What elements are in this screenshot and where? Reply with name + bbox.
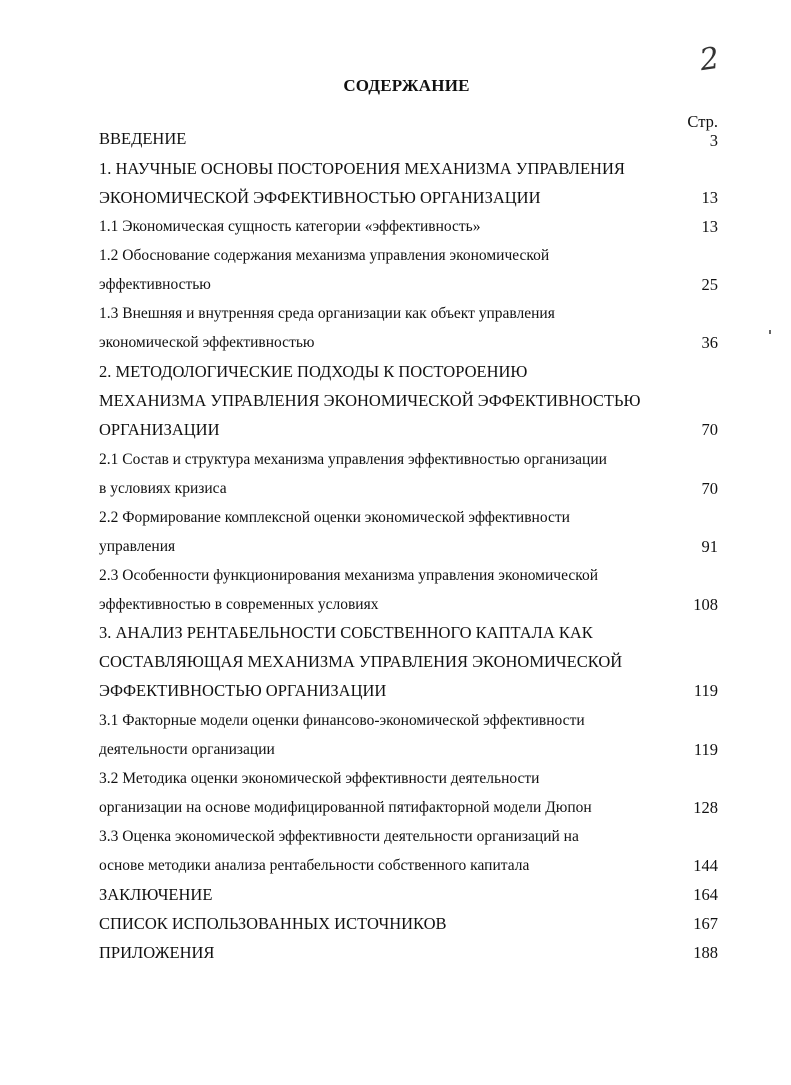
toc-entry-2-2-line2[interactable]: управления bbox=[99, 538, 176, 555]
toc-entry-appendices[interactable]: ПРИЛОЖЕНИЯ bbox=[99, 943, 215, 962]
toc-entry-1-1[interactable]: 1.1 Экономическая сущность категории «эффективность» bbox=[99, 218, 481, 235]
toc-entry-ch2-line2[interactable]: МЕХАНИЗМА УПРАВЛЕНИЯ ЭКОНОМИЧЕСКОЙ ЭФФЕКТИВНОСТЬЮ bbox=[99, 391, 641, 410]
toc-entry-ch1-line2[interactable]: ЭКОНОМИЧЕСКОЙ ЭФФЕКТИВНОСТЬЮ ОРГАНИЗАЦИИ bbox=[99, 188, 541, 207]
toc-entry-3-1-line2[interactable]: деятельности организации bbox=[99, 741, 275, 758]
toc-entry-1-2-line1[interactable]: 1.2 Обоснование содержания механизма управления экономической bbox=[99, 247, 550, 264]
scan-speck bbox=[769, 330, 771, 334]
toc-entry-ch2-line3[interactable]: ОРГАНИЗАЦИИ bbox=[99, 420, 220, 439]
toc-entry-3-1-line1[interactable]: 3.1 Факторные модели оценки финансово-экономической эффективности bbox=[99, 712, 585, 729]
page-column-header: Стр. bbox=[687, 112, 718, 131]
toc-entry-ch2-line1[interactable]: 2. МЕТОДОЛОГИЧЕСКИЕ ПОДХОДЫ К ПОСТОРОЕНИЮ bbox=[99, 362, 528, 381]
handwritten-page-number: 2 bbox=[697, 40, 722, 79]
toc-entry-2-1-line1[interactable]: 2.1 Состав и структура механизма управления эффективностью организации bbox=[99, 451, 607, 468]
toc-entry-conclusion[interactable]: ЗАКЛЮЧЕНИЕ bbox=[99, 885, 213, 904]
toc-page-3-3: 144 bbox=[693, 856, 718, 875]
toc-entry-3-3-line1[interactable]: 3.3 Оценка экономической эффективности деятельности организаций на bbox=[99, 828, 579, 845]
toc-page-1-1: 13 bbox=[701, 217, 718, 236]
toc-page-conclusion: 164 bbox=[693, 885, 718, 904]
toc-page-ch2: 70 bbox=[701, 420, 718, 439]
toc-page-1-3: 36 bbox=[701, 333, 718, 352]
toc-entry-ch3-line1[interactable]: 3. АНАЛИЗ РЕНТАБЕЛЬНОСТИ СОБСТВЕННОГО КАПТАЛА КАК bbox=[99, 623, 593, 642]
toc-title: СОДЕРЖАНИЕ bbox=[343, 76, 470, 95]
toc-entry-ch3-line3[interactable]: ЭФФЕКТИВНОСТЬЮ ОРГАНИЗАЦИИ bbox=[99, 681, 387, 700]
toc-page-ch1: 13 bbox=[701, 188, 718, 207]
toc-entry-3-2-line1[interactable]: 3.2 Методика оценки экономической эффективности деятельности bbox=[99, 770, 540, 787]
toc-entry-2-3-line2[interactable]: эффективностью в современных условиях bbox=[99, 596, 379, 613]
toc-page-intro: 3 bbox=[709, 131, 718, 150]
toc-entry-2-2-line1[interactable]: 2.2 Формирование комплексной оценки экономической эффективности bbox=[99, 509, 570, 526]
toc-page-2-3: 108 bbox=[693, 595, 718, 614]
toc-entry-3-3-line2[interactable]: основе методики анализа рентабельности собственного капитала bbox=[99, 857, 530, 874]
toc-page-appendices: 188 bbox=[693, 943, 718, 962]
toc-entry-1-2-line2[interactable]: эффективностью bbox=[99, 276, 211, 293]
toc-entry-references[interactable]: СПИСОК ИСПОЛЬЗОВАННЫХ ИСТОЧНИКОВ bbox=[99, 914, 447, 933]
toc-entry-ch1-line1[interactable]: 1. НАУЧНЫЕ ОСНОВЫ ПОСТОРОЕНИЯ МЕХАНИЗМА УПРАВЛЕНИЯ bbox=[99, 159, 625, 178]
toc-page-ch3: 119 bbox=[693, 681, 718, 700]
toc-entry-2-3-line1[interactable]: 2.3 Особенности функционирования механизма управления экономической bbox=[99, 567, 599, 584]
toc-entry-3-2-line2[interactable]: организации на основе модифицированной пятифакторной модели Дюпон bbox=[99, 799, 592, 816]
toc-entry-ch3-line2[interactable]: СОСТАВЛЯЮЩАЯ МЕХАНИЗМА УПРАВЛЕНИЯ ЭКОНОМИЧЕСКОЙ bbox=[99, 652, 623, 671]
toc-entry-1-3-line1[interactable]: 1.3 Внешняя и внутренняя среда организации как объект управления bbox=[99, 305, 555, 322]
toc-page-2-2: 91 bbox=[701, 537, 718, 556]
toc-page-3-1: 119 bbox=[693, 740, 718, 759]
toc-page-1-2: 25 bbox=[701, 275, 718, 294]
toc-page-references: 167 bbox=[693, 914, 718, 933]
toc-entry-1-3-line2[interactable]: экономической эффективностью bbox=[99, 334, 315, 351]
toc-page-2-1: 70 bbox=[701, 479, 718, 498]
toc-entry-2-1-line2[interactable]: в условиях кризиса bbox=[99, 480, 227, 497]
toc-page-3-2: 128 bbox=[693, 798, 718, 817]
toc-entry-intro[interactable]: ВВЕДЕНИЕ bbox=[99, 129, 187, 148]
